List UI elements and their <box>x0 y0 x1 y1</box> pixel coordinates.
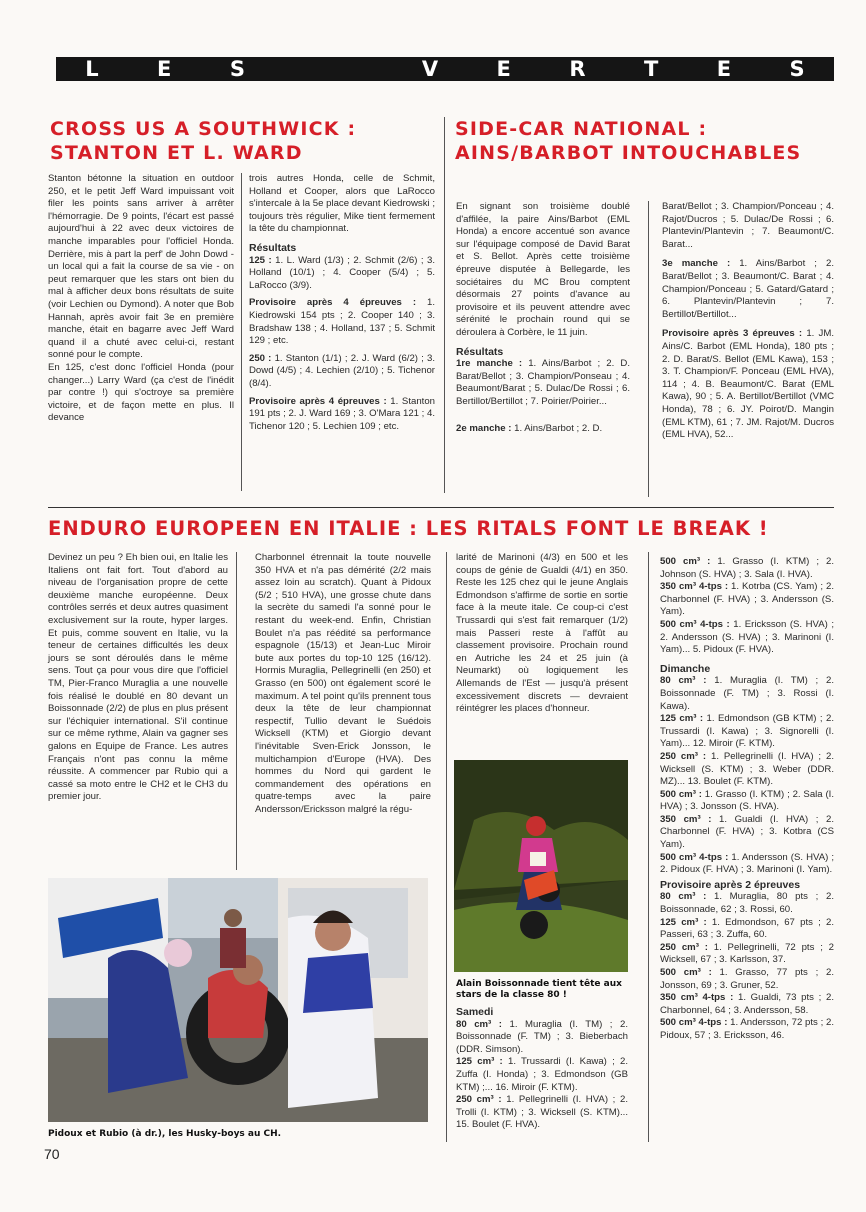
banner-letter: E <box>157 57 172 81</box>
result-text: 1. L. Ward (1/3) ; 2. Schmit (2/6) ; 3. Holland (10/1) ; 4. Cooper (5/4) ; 5. LaRocco (3/9). <box>249 254 435 291</box>
result-text: 1. Grasso, 77 pts ; 2. Jonsson, 69 ; 3. Gruner, 52. <box>660 967 834 991</box>
results-heading: Résultats <box>456 345 504 358</box>
result-text: 1. Stanton (1/1) ; 2. J. Ward (6/2) ; 3. Dowd (4/5) ; 4. Lechien (2/10) ; 5. Tichenor (8/4). <box>249 352 436 389</box>
article3-headline <box>48 517 838 541</box>
article-divider <box>444 117 445 493</box>
article2-headline <box>455 117 835 165</box>
result-label: 80 cm³ : <box>456 1018 502 1030</box>
banner-letter: E <box>496 57 511 81</box>
result-text: 1. Gualdi (I. HVA) ; 2. Charbonnel (F. HVA) ; 3. Kotbra (CS Yam). <box>660 813 835 851</box>
result-text: 1. Ains/Barbot ; 2. Barat/Bellot ; 3. Beaumont/C. Barat ; 4. Champion/Ponceau ; 5. Gatard/Gatard ; 6. Plantevin/Plantevin ; 7. Bertillot/Bertillot... <box>662 258 834 320</box>
banner-letter: V <box>421 57 439 81</box>
result-label: Provisoire après 4 épreuves : <box>249 297 417 309</box>
result-label: 125 : <box>249 254 272 266</box>
body-text: En signant son troisième doublé d'affilée, la paire Ains/Barbot (EML Honda) a encore accentué son avance sur l'équipage composé de David Barat et S. Bellot. Après cette troisième épreuve disputée à Bellegarde, les sociétaires du MC Brou comptent désormais 27 points d'avance au provisoire et ils peuvent attendre avec sérénité le prochain round qui se déroulera à Corbère, le 11 juin. <box>456 201 630 338</box>
banner-letter: E <box>716 57 732 81</box>
result-label: 350 cm³ 4-tps : <box>660 992 734 1004</box>
result-text: 1. Edmondson (GB KTM) ; 2. Trussardi (I. Kawa) ; 3. Signorelli (I. Yam)... 12. Miroir (F. KTM). <box>660 713 834 750</box>
headline-line: SIDE-CAR NATIONAL : <box>455 118 708 140</box>
article2-column2 <box>662 201 834 442</box>
samedi-heading: Samedi <box>456 1006 494 1018</box>
provisional-heading: Provisoire après 2 épreuves <box>660 878 801 891</box>
result-text: 1. Kiedrowski 154 pts ; 2. Cooper 140 ; 3. Bradshaw 138 ; 4. Holland, 137 ; 5. Schmit 129 ; etc. <box>249 297 435 347</box>
photo-caption: Pidoux et Rubio (à dr.), les Husky-boys au CH. <box>48 1129 282 1139</box>
body-text: larité de Marinoni (4/3) en 500 et les coups de génie de Gualdi (4/1) en 350. Reste les 125 chez qui le jeune Anglais Edmondson s'affirme de sortie en sortie face à la meute itale. Ce coup-ci c'est Trussardi qui s'est fait remarquer (1/2) mais Passeri reste à l'affût au classement provisoire. Prochain round en Autriche les 24 et 25 juin (à Neumarkt) où logiquement les Allemands de l'Est — jusqu'à présent excessivement discrets — devraient réintégrer les places d'honneur. <box>456 552 628 715</box>
section-divider <box>48 507 834 508</box>
article3-column2 <box>255 552 431 816</box>
column-divider <box>648 552 649 1142</box>
result-label: Provisoire après 4 épreuves : <box>249 395 387 407</box>
dimanche-heading: Dimanche <box>660 662 711 675</box>
banner-letter: S <box>789 57 805 81</box>
result-label: 500 cm³ 4-tps : <box>660 618 730 630</box>
result-label: 125 cm³ : <box>660 916 707 928</box>
column-divider <box>648 201 649 497</box>
headline-line: CROSS US A SOUTHWICK : <box>50 118 357 140</box>
result-text: 1. Andersson, 72 pts ; 2. Pidoux, 57 ; 3. Ericksson, 46. <box>660 1017 834 1041</box>
result-label: 250 cm³ : <box>660 750 707 762</box>
body-text: trois autres Honda, celle de Schmit, Holland et Cooper, alors que LaRocco s'intercale à la 5e place devant Kiedrowski ; toujours très régulier, Mike tient fermement la tête du championnat. <box>249 173 435 235</box>
result-label: 350 cm³ : <box>660 813 712 825</box>
body-text: Charbonnel étrennait la toute nouvelle 350 HVA et n'a pas démérité (2/2 mais assez loin au scratch). Quant à Pidoux (5/2 ; 510 HVA), une grosse chute dans la secrète du samedi l'a sonné pour le restant du week-end. Enfin, Christian Boulet n'a pas réédité sa performance espagnole (15/13) et Jean-Luc Miroir bute aux portes du top-10 125 (16/12). Hormis Muraglia, Pellegrinelli (en 250) et Grasso (en 500) ont également scoré le maximum. A tel point qu'ils prennent tous deux la tête de leur championnat respectif, Tullio devant le Suédois Wicksell (KTM) et Giorgio devant l'inévitable Sven-Erick Jonsson, le multichampion d'Europe (HVA). Des hommes du Nord qui gardent le commandement des opérations en quatre-temps avec la paire Andersson/Ericksson malgré la régu- <box>255 552 431 815</box>
result-label: 350 cm³ 4-tps : <box>660 581 729 593</box>
result-text: 1. Grasso (I. KTM) ; 2. Sala (I. HVA) ; 3. Jonsson (S. HVA). <box>660 788 834 813</box>
result-text: 1. Muraglia (I. TM) ; 2. Boissonnade (F. TM) ; 3. Rossi (I. Kawa). <box>660 675 834 712</box>
result-label: 500 cm³ 4-tps : <box>660 851 729 863</box>
result-label: 3e manche : <box>662 258 731 270</box>
result-label: 500 cm³ : <box>660 556 711 567</box>
body-text: Stanton bétonne la situation en outdoor 250, et le petit Jeff Ward impuissant voit filer les points sans arriver à arrêter l'hémorragie. De 9 points, l'écart est passé aujourd'hui à 22 avec deux victoires de manche imparables pour l'officiel Honda. Derrière, mis à part la perf' de John Dowd - un local qui a fait la course de sa vie - on peut remarquer que les stars ont bien du mal à afficher deux bons résultats de suite (voir Lechien ou Dymond). A noter que Bob Hannah, après avoir fait 3e en première manche, était en bagarre avec Jeff Ward quand il a chuté avec celui-ci, restant sonné pour le compte. <box>48 173 234 361</box>
article3-column3 <box>456 552 628 716</box>
banner-letter: T <box>643 57 659 81</box>
samedi-results <box>456 1006 628 1132</box>
result-label: 250 cm³ : <box>456 1094 502 1106</box>
result-text: 1. Muraglia, 80 pts ; 2. Boissonnade, 62 ; 3. Rossi, 60. <box>660 891 834 916</box>
rider-photo-image <box>454 760 628 972</box>
result-text: 1. Pellegrinelli (I. HVA) ; 2. Trolli (I. KTM) ; 3. Wicksell (S. KTM)... 15. Boulet (F. HVA). <box>456 1094 629 1131</box>
pit-photo-image <box>48 878 428 1122</box>
body-text: Devinez un peu ? Eh bien oui, en Italie les Italiens ont fait fort. Tout d'abord au niveau de l'organisation propre de cette deuxième manche européenne. Deux contrôles serrés et deux autres quasiment exclusivement sur la route, hyper larges. Et puis, comme souvent en Italie, vu la teneur de certaines difficultés les deux jours se sont déroulés dans le même sens. Tout ça pour vous dire que l'officiel TM, Pier-Franco Muraglia a une nouvelle fois réalisé le doublé en 80 devant un Boissonnade (2/2) de plus en plus présent sur l'échiquier international. S'il continue sur ce même rythme, Alain va gagner ses galons en Equipe de France. Les autres Français n'ont pas connu la même réussite. A commencer par Rubio qui a cassé sa moto entre le CH2 et le CH3 du premier jour. <box>48 552 228 803</box>
column-divider <box>236 552 237 870</box>
banner-letter: S <box>229 57 245 81</box>
result-text: 1. Pellegrinelli, 72 pts ; 2 Wicksell, 67 ; 3. Karlsson, 37. <box>660 941 835 966</box>
article1-column1 <box>48 173 234 425</box>
result-text: 1. Gualdi, 73 pts ; 2. Charbonnel, 64 ; 3. Andersson, 58. <box>660 992 834 1016</box>
result-label: 125 cm³ : <box>456 1056 503 1068</box>
article2-column1 <box>456 201 630 435</box>
headline-line: ENDURO EUROPEEN EN ITALIE : LES RITALS FONT LE BREAK ! <box>48 517 769 540</box>
results-heading: Résultats <box>249 241 297 254</box>
result-label: 2e manche : <box>456 422 512 434</box>
article3-column4 <box>660 556 834 1043</box>
result-text: 1. Andersson (S. HVA) ; 2. Pidoux (F. HVA) ; 3. Marinoni (I. Yam). <box>660 851 834 876</box>
page-number: 70 <box>44 1146 60 1162</box>
body-text: Barat/Bellot ; 3. Champion/Ponceau ; 4. Rajot/Ducros ; 5. Dulac/De Rossi ; 6. Plantevin/Plantevin ; 7. Beaumont/C. Barat... <box>662 201 834 250</box>
result-text: 1. Pellegrinelli (I. HVA) ; 2. Wicksell (S. KTM) ; 3. Weber (DDR. MZ)... 13. Boulet (F. KTM). <box>660 750 835 788</box>
column-divider <box>446 552 447 1142</box>
result-text: 1. Stanton 191 pts ; 2. J. Ward 169 ; 3. O'Mara 121 ; 4. Tichenor 120 ; 5. Lechien 109 ; etc. <box>249 395 435 432</box>
result-label: Provisoire après 3 épreuves : <box>662 328 803 340</box>
result-label: 80 cm³ : <box>660 675 707 687</box>
result-text: 1. Ains/Barbot ; 2. D. <box>514 422 603 434</box>
result-text: 1. Ericksson (S. HVA) ; 2. Andersson (S. HVA) ; 3. Marinoni (I. Yam)... 5. Pidoux (F. HVA). <box>660 618 834 656</box>
result-text: 1. Grasso (I. KTM) ; 2. Johnson (S. HVA) ; 3. Sala (I. HVA). <box>660 556 835 580</box>
result-label: 1re manche : <box>456 358 523 370</box>
result-text: 1. JM. Ains/C. Barbot (EML Honda), 180 pts ; 2. D. Barat/S. Bellot (EML Kawa), 153 ; 3. T. Champion/F. Ponceau (EML HVA), 114 ; 4. B. Beaumont/C. Barat (EML Kawa), 90 ; 5. A. Bertillot/Bertillot (VMC Honda), 78 ; 6. JY. Poirot/D. Mangin (EML KTM), 61 ; 7. JM. Rajot/M. Ducros (EML HVA), 52... <box>662 328 834 441</box>
banner-letter: R <box>569 57 586 81</box>
result-text: 1. Trussardi (I. Kawa) ; 2. Zuffa (I. Honda) ; 3. Edmondson (GB KTM) ;... 16. Miroir (F. KTM). <box>456 1056 629 1093</box>
result-label: 80 cm³ : <box>660 891 707 903</box>
pit-photo <box>48 878 428 1122</box>
rider-photo <box>454 760 628 972</box>
section-banner <box>56 57 834 81</box>
column-divider <box>241 173 242 491</box>
body-text: En 125, c'est donc l'officiel Honda (pour changer...) Larry Ward (ça c'est de l'inédit par contre !) qui s'octroye sa première victoire, et de façon mette en plus. Il devance <box>48 361 234 424</box>
result-label: 250 : <box>249 352 272 364</box>
article3-column1 <box>48 552 228 804</box>
headline-line: STANTON ET L. WARD <box>50 142 303 164</box>
banner-letter: L <box>85 57 99 81</box>
result-text: 1. Muraglia (I. TM) ; 2. Boissonnade (F. TM) ; 3. Bieberbach (DDR. Simson). <box>456 1018 628 1055</box>
result-text: 1. Kotrba (CS. Yam) ; 2. Charbonnel (F. HVA) ; 3. Andersson (S. Yam). <box>660 581 835 618</box>
result-label: 125 cm³ : <box>660 713 704 725</box>
article1-column2 <box>249 173 435 433</box>
result-label: 500 cm³ : <box>660 788 702 800</box>
result-text: 1. Ains/Barbot ; 2. D. Barat/Bellot ; 3. Champion/Ponseau ; 4. Beaumont/Barat ; 5. Dulac/De Rossi ; 6. Bertillot/Bertillot ; 7. Poirier/Poirier... <box>456 358 630 407</box>
article1-headline <box>50 117 430 165</box>
result-text: 1. Edmondson, 67 pts ; 2. Passeri, 63 ; 3. Zuffa, 60. <box>660 916 834 941</box>
headline-line: AINS/BARBOT INTOUCHABLES <box>455 142 802 164</box>
result-label: 500 cm³ : <box>660 967 712 978</box>
rider-caption: Alain Boissonnade tient tête aux stars de la classe 80 ! <box>456 979 622 1000</box>
result-label: 250 cm³ : <box>660 941 708 953</box>
result-label: 500 cm³ 4-tps : <box>660 1017 728 1029</box>
